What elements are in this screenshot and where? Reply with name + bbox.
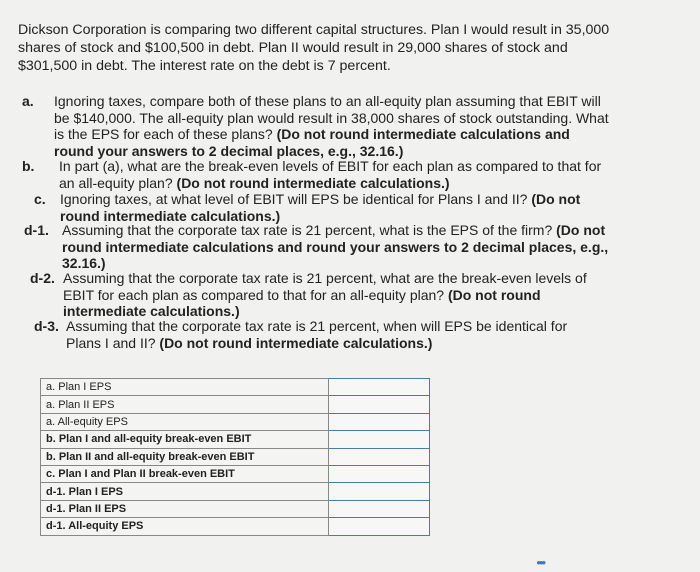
answer-cell[interactable]	[329, 465, 430, 482]
row-label: c. Plan I and Plan II break-even EBIT	[41, 465, 329, 482]
question-label: a.	[22, 93, 34, 109]
answer-input[interactable]	[329, 449, 427, 464]
table-row	[41, 396, 430, 413]
question-label: d-3.	[34, 318, 59, 334]
answer-input[interactable]	[329, 397, 427, 412]
answer-input[interactable]	[329, 467, 427, 482]
table-row	[41, 448, 430, 465]
question-text: In part (a), what are the break-even levels of EBIT for each plan as compared to that for an all-equity plan?	[59, 158, 602, 191]
answer-input[interactable]	[329, 432, 427, 447]
answer-cell[interactable]	[329, 396, 430, 413]
question-note: (Do not round intermediate calculations.)	[60, 191, 581, 224]
question-label: c.	[34, 191, 46, 207]
row-label: a. All-equity EPS	[41, 413, 329, 430]
row-label: d-1. Plan I EPS	[41, 483, 329, 500]
table-row	[41, 483, 430, 500]
table-row	[41, 431, 430, 448]
table-row	[41, 518, 430, 535]
table-row	[41, 500, 430, 517]
question-note: (Do not round intermediate calculations and round your answers to 2 decimal places, e.g., 32.16.)	[62, 222, 609, 271]
row-label: a. Plan I EPS	[41, 379, 329, 396]
answer-table	[40, 378, 430, 536]
answer-input[interactable]	[329, 501, 427, 516]
row-label: d-1. All-equity EPS	[41, 518, 329, 535]
question-text: Assuming that the corporate tax rate is 21 percent, what are the break-even levels of EBIT for each plan as compared to that for an all-equity plan?	[63, 270, 587, 303]
question-text: Assuming that the corporate tax rate is 21 percent, when will EPS be identical for Plans I and II?	[66, 318, 568, 351]
row-label: b. Plan II and all-equity break-even EBIT	[41, 448, 329, 465]
answer-cell[interactable]	[329, 379, 430, 396]
question-note: (Do not round intermediate calculations and round your answers to 2 decimal places, e.g., 32.16.)	[54, 126, 570, 159]
answer-cell[interactable]	[329, 518, 430, 535]
answer-cell[interactable]	[329, 431, 430, 448]
answer-cell[interactable]	[329, 413, 430, 430]
more-dots-icon: •••	[536, 555, 544, 570]
table-row	[41, 465, 430, 482]
question-note: (Do not round intermediate calculations.)	[63, 286, 541, 319]
question-label: d-2.	[30, 270, 55, 286]
question-label: d-1.	[24, 222, 49, 238]
question-text: Ignoring taxes, compare both of these plans to an all-equity plan assuming that EBIT will be $140,000. The all-equity plan would result in 38,000 shares of stock outstanding. What is the EPS for each of these plans?	[54, 93, 609, 142]
answer-input[interactable]	[329, 414, 427, 429]
question-label: b.	[22, 158, 35, 174]
question-text: Assuming that the corporate tax rate is 21 percent, what is the EPS of the firm?	[62, 222, 553, 238]
answer-cell[interactable]	[329, 500, 430, 517]
answer-input[interactable]	[329, 519, 427, 534]
answer-cell[interactable]	[329, 483, 430, 500]
row-label: a. Plan II EPS	[41, 396, 329, 413]
answer-input[interactable]	[329, 484, 427, 499]
question-note: (Do not round intermediate calculations.)	[176, 174, 450, 191]
table-row	[41, 379, 430, 396]
question-text: Ignoring taxes, at what level of EBIT will EPS be identical for Plans I and II?	[60, 191, 528, 207]
row-label: d-1. Plan II EPS	[41, 500, 329, 517]
table-row	[41, 413, 430, 430]
problem-intro: Dickson Corporation is comparing two different capital structures. Plan I would result in 35,000 shares of stock and $100,500 in debt. Plan II would result in 29,000 shares of stock and $301,500 in debt. The interest rate on the debt is 7 percent.	[18, 22, 610, 74]
question-note: (Do not round intermediate calculations.)	[159, 334, 433, 351]
row-label: b. Plan I and all-equity break-even EBIT	[41, 431, 329, 448]
answer-cell[interactable]	[329, 448, 430, 465]
answer-input[interactable]	[329, 380, 427, 395]
